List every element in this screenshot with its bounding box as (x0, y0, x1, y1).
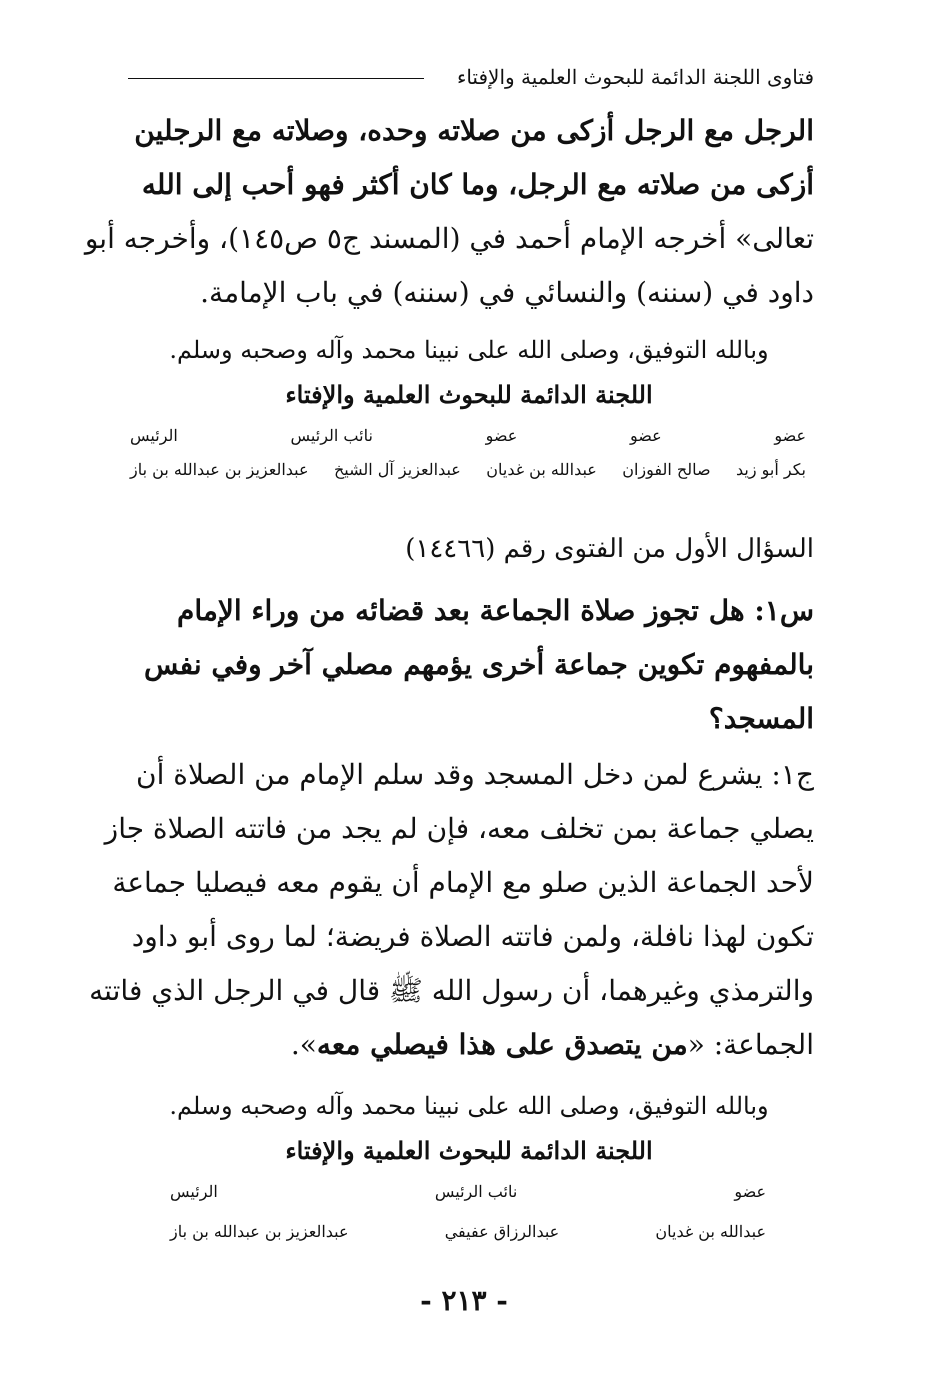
member-name: عبدالله بن غديان (486, 460, 597, 479)
committee-title: اللجنة الدائمة للبحوث العلمية والإفتاء (285, 380, 653, 409)
role-label: عضو (734, 1182, 766, 1201)
fatwa-continuation-reference (84, 212, 814, 320)
member-name: عبدالعزيز بن عبدالله بن باز (130, 460, 309, 479)
text-line-hadith (124, 1018, 814, 1072)
running-header (128, 64, 814, 94)
committee-roles (170, 1182, 766, 1201)
text-line: يصلي جماعة بمن تخلف معه، فإن لم يجد من فاتته الصلاة جاز (104, 812, 814, 845)
question-text (124, 584, 814, 746)
role-label: عضو (485, 426, 518, 445)
text-line: والترمذي وغيرهما، أن رسول الله ﷺ قال في الرجل الذي فاتته (89, 974, 814, 1007)
member-name: عبدالعزيز بن عبدالله بن باز (170, 1222, 349, 1241)
member-name: عبدالعزيز آل الشيخ (333, 460, 461, 479)
member-name: عبدالرزاق عفيفي (444, 1222, 560, 1241)
role-label: الرئيس (170, 1182, 218, 1201)
member-name: صالح الفوزان (622, 460, 711, 479)
page-number: - ٢١٣ - (420, 1284, 508, 1317)
text-line: ج١: يشرع لمن دخل المسجد وقد سلم الإمام من الصلاة أن (136, 758, 814, 791)
committee-names (130, 460, 806, 479)
member-name: بكر أبو زيد (735, 460, 806, 479)
text-line: س١: هل تجوز صلاة الجماعة بعد قضائه من وراء الإمام (176, 594, 814, 627)
fatwa-continuation (124, 104, 814, 212)
text-line: تعالى» أخرجه الإمام أحمد في (المسند ج٥ ص١٤٥)، وأخرجه أبو (84, 222, 814, 255)
text-line: تكون لهذا نافلة، ولمن فاتته الصلاة فريضة؛ لما روى أبو داود (131, 920, 814, 953)
text-line: داود في (سننه) والنسائي في (سننه) في باب الإمامة. (200, 276, 814, 309)
text-line: الرجل مع الرجل أزكى من صلاته وحده، وصلاته مع الرجلين (134, 114, 814, 147)
hadith-quote: من يتصدق على هذا فيصلي معه (316, 1028, 688, 1061)
role-label: عضو (629, 426, 662, 445)
member-name: عبدالله بن غديان (655, 1222, 766, 1241)
role-label: نائب الرئيس (434, 1182, 518, 1201)
committee-names (170, 1222, 766, 1241)
text-line: أزكى من صلاته مع الرجل، وما كان أكثر فهو أحب إلى الله (141, 168, 814, 201)
role-label: نائب الرئيس (290, 426, 373, 445)
text-line: المسجد؟ (708, 702, 814, 735)
role-label: الرئيس (130, 426, 178, 445)
closing-blessing: وبالله التوفيق، وصلى الله على نبينا محمد وآله وصحبه وسلم. (169, 336, 769, 364)
hadith-prefix: الجماعة: « (687, 1028, 814, 1061)
header-title: فتاوى اللجنة الدائمة للبحوث العلمية والإفتاء (456, 65, 814, 89)
closing-blessing: وبالله التوفيق، وصلى الله على نبينا محمد وآله وصحبه وسلم. (169, 1092, 769, 1120)
committee-title: اللجنة الدائمة للبحوث العلمية والإفتاء (285, 1136, 653, 1165)
committee-roles (130, 426, 806, 445)
hadith-suffix: ». (290, 1028, 317, 1061)
text-line: بالمفهوم تكوين جماعة أخرى يؤمهم مصلي آخر وفي نفس (143, 648, 814, 681)
role-label: عضو (774, 426, 806, 445)
header-rule (128, 78, 424, 79)
text-line: لأحد الجماعة الذين صلو مع الإمام أن يقوم معه فيصليا جماعة (112, 866, 814, 899)
question-heading: السؤال الأول من الفتوى رقم (١٤٤٦٦) (405, 534, 814, 564)
answer-text (89, 748, 814, 1072)
